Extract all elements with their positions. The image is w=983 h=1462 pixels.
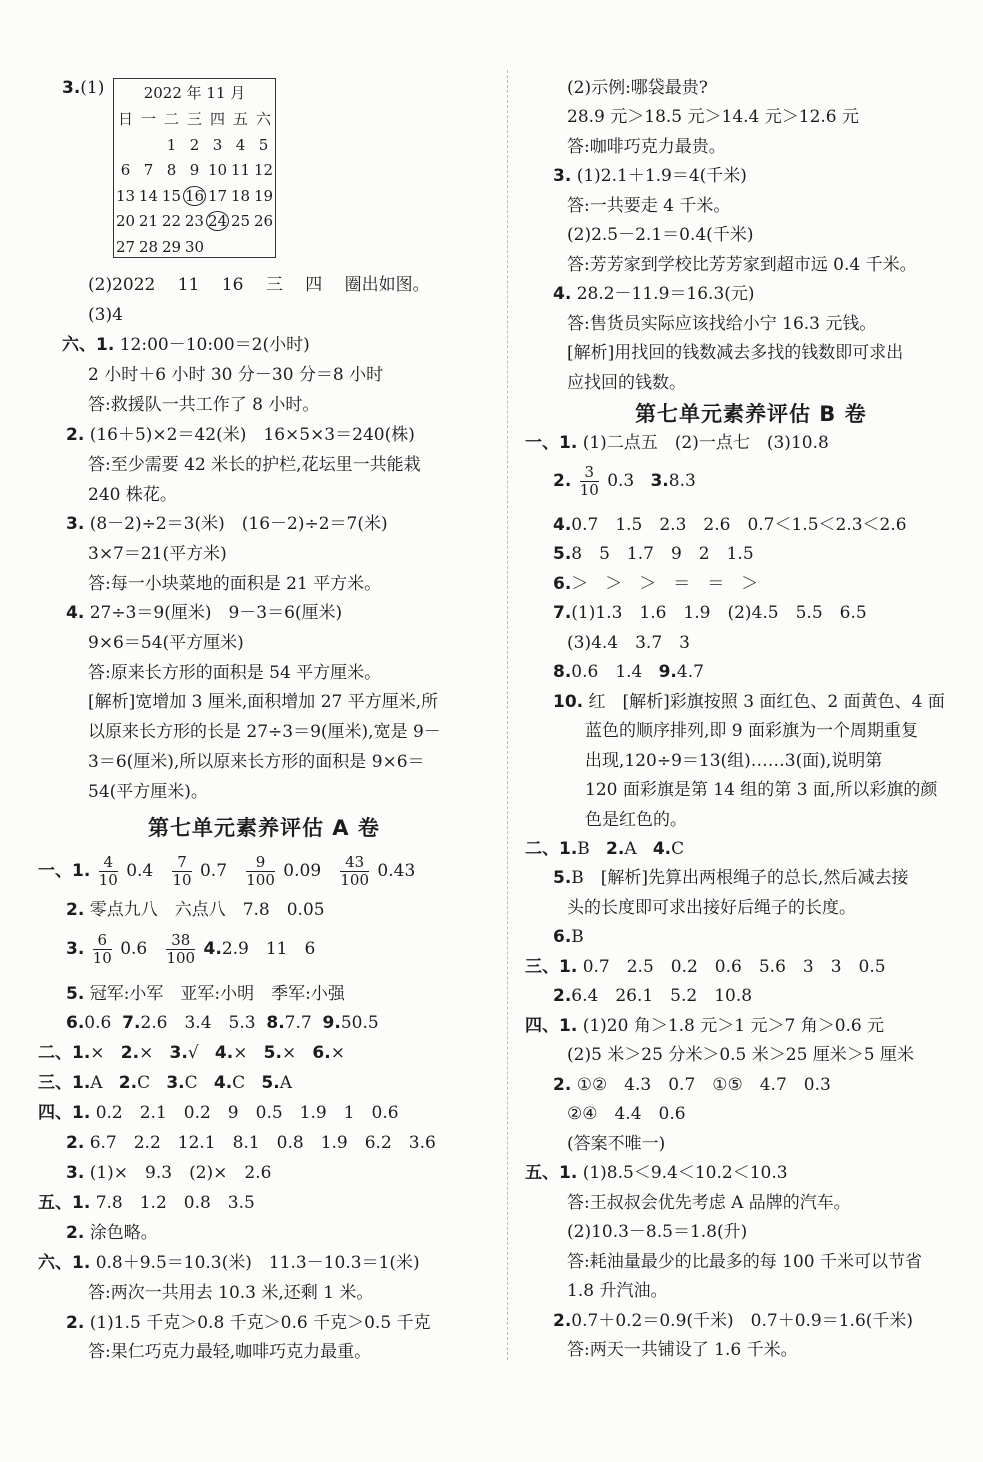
answer-text: (8－2)÷2＝3(米) (16－2)÷2＝7(米) <box>89 514 388 534</box>
day-number: 22 <box>161 212 181 231</box>
b4-q2 <box>553 1072 831 1100</box>
analysis-line: 头的长度即可求出接好后绳子的长度。 <box>567 898 856 918</box>
calendar-day <box>252 158 275 184</box>
calendar-day <box>183 209 206 235</box>
day-number: 18 <box>230 186 251 205</box>
answer-text: 0.7＋0.2＝0.9(千米) 0.7＋0.9＝1.6(千米) <box>571 1311 914 1331</box>
day-number: 1 <box>166 135 177 154</box>
calendar-day <box>252 184 275 210</box>
question-number: 4. <box>652 839 672 859</box>
answer-text: 涂色略。 <box>89 1223 158 1243</box>
answer-text: 0.3 <box>607 471 635 491</box>
answer-text: 4.7 <box>676 662 704 682</box>
question-number: 6. <box>553 927 572 947</box>
analysis-line: 出现,120÷9＝13(组)……3(面),说明第 <box>585 751 883 771</box>
question-number: 1. <box>96 335 115 355</box>
answer-line: 答:每一小块菜地的面积是 21 平方米。 <box>88 574 382 594</box>
b3-q1 <box>525 954 886 982</box>
section-label: 二、 <box>525 839 559 859</box>
calendar-day <box>114 209 137 235</box>
calendar-day <box>137 133 160 159</box>
weekday-label: 四 <box>209 110 225 128</box>
calendar-day <box>160 184 183 210</box>
day-number: 4 <box>235 135 246 154</box>
day-number: 16 <box>184 186 205 205</box>
question-number: 6. <box>66 1013 85 1033</box>
calendar-week <box>114 209 275 235</box>
section-label: 三、 <box>525 957 559 977</box>
s6-q1 <box>62 332 310 360</box>
calendar-week <box>114 235 275 261</box>
calendar-day <box>183 158 206 184</box>
answer-line: 240 株花。 <box>88 485 177 505</box>
day-number: 12 <box>253 161 274 180</box>
calendar-day <box>206 209 229 235</box>
day-number: 10 <box>207 161 228 180</box>
day-number: 19 <box>253 186 274 205</box>
calendar-day <box>160 235 183 261</box>
analysis-line: 应找回的钱数。 <box>567 373 686 393</box>
calendar-title: 2022 年 11 月 <box>143 84 246 102</box>
a6-q1 <box>38 1250 420 1278</box>
a4-q2 <box>66 1130 436 1158</box>
analysis-line: 3＝6(厘米),所以原来长方形的面积是 9×6＝ <box>88 752 425 772</box>
question-number: 2. <box>66 1313 85 1333</box>
a1-q3 <box>66 931 315 971</box>
question-number: 2. <box>606 839 625 859</box>
calendar-day <box>114 235 137 261</box>
answer-text: (1)1.5 千克＞0.8 千克＞0.6 千克＞0.5 千克 <box>89 1313 431 1333</box>
question-number: 10. <box>553 692 584 712</box>
question-number: 2. <box>120 1043 140 1063</box>
answer-text: B [解析]先算出两根绳子的总长,然后减去接 <box>571 868 909 888</box>
question-number: 7. <box>122 1013 141 1033</box>
calendar-day <box>160 158 183 184</box>
answer-text: C <box>184 1073 198 1093</box>
calendar-day <box>206 184 229 210</box>
fraction: $\frac{38}{100}$ <box>166 931 196 967</box>
section-label: 一、 <box>525 433 559 453</box>
fraction: $\frac{3}{10}$ <box>579 463 599 499</box>
q3-part2: (2)2022 11 16 三 四 圈出如图。 <box>88 275 430 295</box>
question-number: 3. <box>66 939 85 959</box>
calendar-day <box>229 184 252 210</box>
calendar-day <box>137 184 160 210</box>
question-number: 4. <box>214 1043 234 1063</box>
answer-text: C <box>232 1073 246 1093</box>
day-number: 23 <box>184 212 204 231</box>
question-number: 1. <box>559 1016 578 1036</box>
question-number: 1. <box>72 1253 91 1273</box>
answer-line: 3×7＝21(平方米) <box>88 544 227 564</box>
answer-text: 0.7 <box>199 861 228 881</box>
question-number: 1. <box>559 433 578 453</box>
b5-q1 <box>525 1160 788 1188</box>
question-number: 5. <box>261 1073 280 1093</box>
question-number: 1. <box>72 1103 91 1123</box>
weekday-label: 三 <box>186 110 202 128</box>
weekday-label: 二 <box>163 110 179 128</box>
section-label: 四、 <box>525 1016 559 1036</box>
analysis-line: 色是红色的。 <box>585 810 687 830</box>
question-number: 1. <box>72 1043 91 1063</box>
day-number: 9 <box>189 161 200 180</box>
question-number: 2. <box>66 900 85 920</box>
answer-text: 0.7 2.5 0.2 0.6 5.6 3 3 0.5 <box>582 957 886 977</box>
section-title-b: 第七单元素养评估 B 卷 <box>635 402 867 426</box>
answer-text: 50.5 <box>340 1013 379 1033</box>
question-number: 3. <box>169 1043 188 1063</box>
q3-part3: (3)4 <box>88 305 123 325</box>
answer-text: 6.4 26.1 5.2 10.8 <box>571 986 753 1006</box>
answer-text: 0.6 <box>120 939 148 959</box>
question-number: 2. <box>66 425 85 445</box>
day-number: 29 <box>161 237 182 256</box>
b1-q5 <box>553 541 754 569</box>
answer-text: C <box>671 839 685 859</box>
b5-q2 <box>553 1308 913 1336</box>
question-number: 2. <box>553 471 572 491</box>
answer-line: 答:售货员实际应该找给小宁 16.3 元钱。 <box>567 314 877 334</box>
question-number: 2. <box>66 1223 85 1243</box>
answer-text: (1)× 9.3 (2)× 2.6 <box>89 1163 272 1183</box>
day-number: 27 <box>115 237 136 256</box>
q3-part1 <box>62 75 104 103</box>
weekday-label: 日 <box>117 110 133 128</box>
section-label: 六、 <box>38 1253 72 1273</box>
day-number: 14 <box>138 186 159 205</box>
calendar-day <box>183 235 206 261</box>
a1-q1 <box>38 853 415 893</box>
calendar-day <box>137 235 160 261</box>
calendar-day <box>229 209 252 235</box>
a1-q5 <box>66 981 345 1009</box>
answer-line: ②④ 4.4 0.6 <box>567 1104 686 1124</box>
answer-text: 0.43 <box>377 861 416 881</box>
question-number: 4. <box>213 1073 233 1093</box>
question-number: 2. <box>118 1073 138 1093</box>
answer-text: 0.8＋9.5＝10.3(米) 11.3－10.3＝1(米) <box>95 1253 420 1273</box>
question-number: 1. <box>72 1073 91 1093</box>
fraction: $\frac{4}{10}$ <box>98 853 118 889</box>
answer-text: √ <box>187 1043 199 1063</box>
answer-text: (1)20 角＞1.8 元＞1 元＞7 角＞0.6 元 <box>582 1016 885 1036</box>
b1-q4 <box>553 512 907 540</box>
answer-line: 答:王叔叔会优先考虑 A 品牌的汽车。 <box>567 1193 851 1213</box>
a4-q3 <box>66 1160 271 1188</box>
question-number: 9. <box>658 662 677 682</box>
calendar-body <box>114 133 275 261</box>
day-number: 8 <box>166 161 177 180</box>
question-number: 5. <box>553 544 572 564</box>
question-number: 3. <box>650 471 669 491</box>
answer-text: 0.6 1.4 <box>571 662 643 682</box>
answer-text: 8 5 1.7 9 2 1.5 <box>571 544 754 564</box>
day-number: 2 <box>189 135 200 154</box>
question-number: 8. <box>266 1013 285 1033</box>
day-number: 30 <box>184 237 205 256</box>
analysis-line: 120 面彩旗是第 14 组的第 3 面,所以彩旗的颜 <box>585 780 938 800</box>
answer-line: (2)示例:哪袋最贵? <box>567 78 708 98</box>
calendar-day <box>206 158 229 184</box>
b4-q1 <box>525 1013 884 1041</box>
question-number: 2. <box>553 1311 572 1331</box>
b1-q1 <box>525 430 829 458</box>
analysis-line: 54(平方厘米)。 <box>88 782 208 802</box>
s6-q3 <box>66 511 388 539</box>
answer-text: × <box>90 1043 105 1063</box>
question-number: 3. <box>62 78 81 98</box>
question-number: 4. <box>66 603 85 623</box>
answer-line: (2)10.3－8.5＝1.8(升) <box>567 1222 748 1242</box>
question-number: 9. <box>322 1013 341 1033</box>
day-number: 24 <box>207 212 228 231</box>
day-number: 15 <box>161 186 181 205</box>
calendar-day <box>252 235 275 261</box>
question-number: 5. <box>66 984 85 1004</box>
answer-text: (1)2.1＋1.9＝4(千米) <box>576 166 747 186</box>
calendar-day <box>160 133 183 159</box>
answer-line: (3)4.4 3.7 3 <box>567 633 690 653</box>
calendar-weekdays <box>114 107 275 133</box>
calendar-day <box>229 133 252 159</box>
calendar-day <box>206 133 229 159</box>
calendar-day <box>114 133 137 159</box>
answer-text: B <box>571 927 584 947</box>
answer-line: 答:一共要走 4 千米。 <box>567 196 731 216</box>
question-number: 6. <box>553 574 572 594</box>
calendar-week <box>114 158 275 184</box>
answer-text: 冠军:小军 亚军:小明 季军:小强 <box>89 984 345 1004</box>
answer-text: 7.8 1.2 0.8 3.5 <box>95 1193 255 1213</box>
weekday-label: 一 <box>140 110 156 128</box>
section-label: 五、 <box>38 1193 72 1213</box>
fraction: $\frac{6}{10}$ <box>92 931 112 967</box>
question-number: 5. <box>263 1043 282 1063</box>
answer-text: (1)1.3 1.6 1.9 (2)4.5 5.5 6.5 <box>571 603 867 623</box>
b2-q1-4 <box>525 836 684 864</box>
day-number: 13 <box>115 186 136 205</box>
day-number: 25 <box>230 212 251 231</box>
answer-text: × <box>281 1043 297 1063</box>
answer-text: 8.3 <box>668 471 696 491</box>
question-number: 3. <box>66 1163 85 1183</box>
answer-text: (1)二点五 (2)一点七 (3)10.8 <box>582 433 829 453</box>
b1-q7 <box>553 600 867 628</box>
answer-text: 0.4 <box>126 861 154 881</box>
answer-text: 7.7 <box>284 1013 312 1033</box>
question-number: 1. <box>559 957 578 977</box>
question-number: 1. <box>559 1163 578 1183</box>
answer-line: 2 小时＋6 小时 30 分－30 分＝8 小时 <box>88 365 384 385</box>
answer-text: 6.7 2.2 12.1 8.1 0.8 1.9 6.2 3.6 <box>89 1133 436 1153</box>
column-divider <box>507 70 508 1360</box>
a4-q1 <box>38 1100 399 1128</box>
answer-line: 答:两次一共用去 10.3 米,还剩 1 米。 <box>88 1283 374 1303</box>
calendar-day <box>229 158 252 184</box>
a1-q6-9 <box>66 1010 379 1038</box>
a2-row <box>38 1040 361 1068</box>
calendar-day <box>114 158 137 184</box>
question-number: 4. <box>203 939 222 959</box>
a1-q2 <box>66 897 325 925</box>
question-number: 8. <box>553 662 572 682</box>
s6-q2 <box>66 422 415 450</box>
b1-q10 <box>553 689 945 717</box>
answer-text: B <box>577 839 590 859</box>
section-label: 四、 <box>38 1103 72 1123</box>
question-number: 1. <box>72 861 91 881</box>
calendar-week <box>114 184 275 210</box>
day-number: 3 <box>212 135 223 154</box>
answer-text: 零点九八 六点八 7.8 0.05 <box>89 900 325 920</box>
section-label: 六、 <box>62 335 96 355</box>
answer-line: (答案不唯一) <box>567 1134 666 1154</box>
calendar-day <box>206 235 229 261</box>
question-number: 4. <box>553 284 572 304</box>
answer-text: ①② 4.3 0.7 ①⑤ 4.7 0.3 <box>576 1075 831 1095</box>
day-number: 11 <box>230 161 251 180</box>
answer-text: 0.2 2.1 0.2 9 0.5 1.9 1 0.6 <box>95 1103 399 1123</box>
day-number: 21 <box>138 212 159 231</box>
fraction: $\frac{43}{100}$ <box>340 853 369 889</box>
day-number: 20 <box>115 212 136 231</box>
answer-text: 2.6 3.4 5.3 <box>140 1013 256 1033</box>
question-number: 5. <box>553 868 572 888</box>
day-number: 26 <box>253 212 274 231</box>
question-number: 4. <box>553 515 572 535</box>
question-number: 3. <box>553 166 572 186</box>
analysis-line: [解析]用找回的钱数减去多找的钱数即可求出 <box>567 343 904 363</box>
calendar-day <box>183 184 206 210</box>
calendar-day <box>183 133 206 159</box>
question-number: 2. <box>66 1133 85 1153</box>
answer-text: 红 [解析]彩旗按照 3 面红色、2 面黄色、4 面 <box>588 692 945 712</box>
r-q3 <box>553 163 747 191</box>
calendar-day <box>114 184 137 210</box>
answer-text: 0.09 <box>283 861 322 881</box>
answer-line: 答:耗油量最少的比最多的每 100 千米可以节省 <box>567 1252 922 1272</box>
calendar-day <box>137 158 160 184</box>
analysis-line: 以原来长方形的长是 27÷3＝9(厘米),宽是 9－ <box>88 722 441 742</box>
a6-q2 <box>66 1310 431 1338</box>
question-number: 2. <box>553 986 572 1006</box>
calendar-day <box>137 209 160 235</box>
answer-line: 答:至少需要 42 米长的护栏,花坛里一共能栽 <box>88 455 421 475</box>
answer-line: 答:救援队一共工作了 8 小时。 <box>88 395 320 415</box>
section-label: 一、 <box>38 861 72 881</box>
question-number: 1. <box>72 1193 91 1213</box>
answer-text: 28.2－11.9＝16.3(元) <box>576 284 755 304</box>
section-label: 五、 <box>525 1163 559 1183</box>
answer-text: ＞ ＞ ＞ ＝ ＝ ＞ <box>571 574 759 594</box>
a5-q1 <box>38 1190 255 1218</box>
b1-q6 <box>553 571 758 599</box>
analysis-line: 蓝色的顺序排列,即 9 面彩旗为一个周期重复 <box>585 721 919 741</box>
answer-text: A <box>279 1073 292 1093</box>
fraction: $\frac{9}{100}$ <box>246 853 275 889</box>
calendar-day <box>252 209 275 235</box>
answer-text: × <box>233 1043 248 1063</box>
section-title-a: 第七单元素养评估 A 卷 <box>148 816 380 840</box>
a3-items <box>72 1073 308 1093</box>
answer-line: 答:果仁巧克力最轻,咖啡巧克力最重。 <box>88 1342 372 1362</box>
r-q4 <box>553 281 755 309</box>
day-number: 5 <box>258 135 269 154</box>
day-number: 6 <box>120 161 131 180</box>
question-number: 6. <box>312 1043 331 1063</box>
question-number: 7. <box>553 603 572 623</box>
answer-line: 答:两天一共铺设了 1.6 千米。 <box>567 1340 798 1360</box>
fraction: $\frac{7}{10}$ <box>172 853 192 889</box>
calendar-week <box>114 133 275 159</box>
answer-text: (16＋5)×2＝42(米) 16×5×3＝240(株) <box>89 425 415 445</box>
answer-text: A <box>624 839 637 859</box>
day-number: 28 <box>138 237 159 256</box>
section-label: 二、 <box>38 1043 72 1063</box>
answer-text: 0.6 <box>84 1013 112 1033</box>
answer-text: × <box>139 1043 154 1063</box>
answer-text: 2.9 11 6 <box>221 939 316 959</box>
a5-q2 <box>66 1220 158 1248</box>
answer-text: (1) <box>80 78 105 98</box>
weekday-label: 六 <box>255 110 271 128</box>
answer-text: A <box>90 1073 103 1093</box>
answer-text: (1)8.5＜9.4＜10.2＜10.3 <box>582 1163 788 1183</box>
answer-line: (2)2.5－2.1＝0.4(千米) <box>567 225 754 245</box>
answer-text: × <box>330 1043 345 1063</box>
answer-text: C <box>137 1073 151 1093</box>
question-number: 2. <box>553 1075 572 1095</box>
question-number: 1. <box>559 839 578 859</box>
answer-line: 28.9 元＞18.5 元＞14.4 元＞12.6 元 <box>567 107 860 127</box>
answer-text: 0.7 1.5 2.3 2.6 0.7＜1.5＜2.3＜2.6 <box>571 515 907 535</box>
b1-q8-9 <box>553 659 704 687</box>
answer-line: 9×6＝54(平方厘米) <box>88 633 244 653</box>
answer-text: 27÷3＝9(厘米) 9－3＝6(厘米) <box>89 603 343 623</box>
question-number: 3. <box>166 1073 185 1093</box>
b2-q5 <box>553 865 908 893</box>
answer-text: 12:00－10:00＝2(小时) <box>119 335 310 355</box>
b2-q6 <box>553 924 584 952</box>
answer-line: 答:芳芳家到学校比芳芳家到超市远 0.4 千米。 <box>567 255 917 275</box>
calendar-day <box>160 209 183 235</box>
weekday-label: 五 <box>232 110 248 128</box>
day-number: 17 <box>207 186 228 205</box>
section-label: 三、 <box>38 1073 72 1093</box>
s6-q4 <box>66 600 342 628</box>
answer-line: 答:咖啡巧克力最贵。 <box>567 137 726 157</box>
answer-line: 1.8 升汽油。 <box>567 1281 668 1301</box>
a2-items <box>72 1043 361 1063</box>
answer-line: 答:原来长方形的面积是 54 平方厘米。 <box>88 663 382 683</box>
calendar <box>113 78 276 258</box>
answer-line: (2)5 米＞25 分米＞0.5 米＞25 厘米＞5 厘米 <box>567 1045 915 1065</box>
b3-q2 <box>553 983 752 1011</box>
b1-q2-3 <box>553 463 696 503</box>
calendar-day <box>252 133 275 159</box>
day-number: 7 <box>143 161 154 180</box>
a3-row <box>38 1070 308 1098</box>
analysis-line: [解析]宽增加 3 厘米,面积增加 27 平方厘米,所 <box>88 692 439 712</box>
question-number: 3. <box>66 514 85 534</box>
calendar-day <box>229 235 252 261</box>
